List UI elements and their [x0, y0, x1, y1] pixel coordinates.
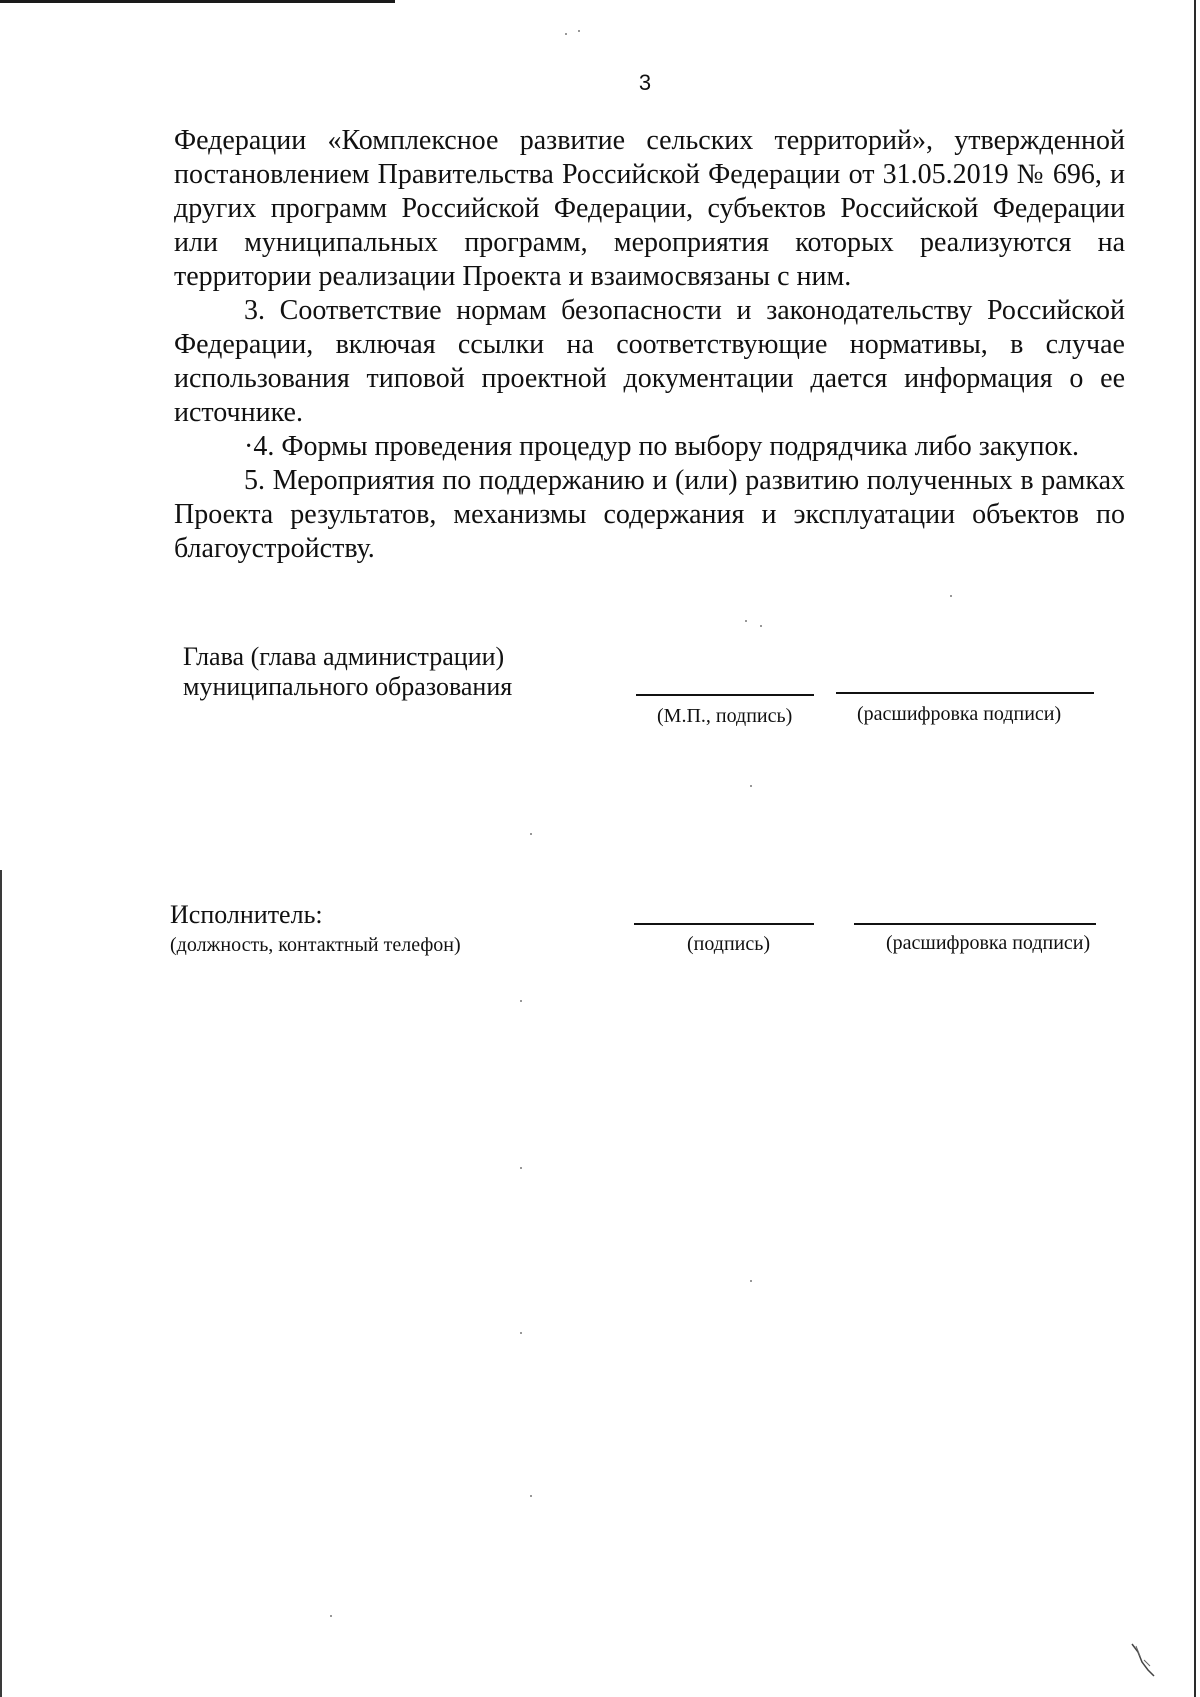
- executor-signature-caption: (подпись): [687, 933, 771, 955]
- page-number: 3: [638, 70, 652, 95]
- paragraph-item-5: 5. Мероприятия по поддержанию и (или) развитию полученных в рамках Проекта результатов, механизмы содержания и эксплуатации объектов по благоустройству.: [174, 465, 1125, 564]
- scan-speck: [750, 1280, 752, 1282]
- scan-speck: [760, 625, 762, 627]
- head-signature-caption: (М.П., подпись): [657, 705, 793, 727]
- scan-speck: [950, 595, 952, 597]
- head-decoding-caption: (расшифровка подписи): [857, 703, 1062, 725]
- executor-position-caption: (должность, контактный телефон): [170, 934, 461, 956]
- executor-decoding-caption: (расшифровка подписи): [886, 932, 1091, 954]
- scan-right-edge: [1194, 0, 1196, 1697]
- scan-speck: [520, 1167, 522, 1169]
- scan-speck: [530, 1495, 532, 1497]
- head-title-line-1: Глава (глава администрации): [183, 642, 505, 671]
- executor-signature-line: [634, 923, 814, 925]
- scan-top-line: [0, 0, 395, 3]
- scan-speck: [565, 33, 567, 35]
- paragraph-item-4: ·4. Формы проведения процедур по выбору подрядчика либо закупок.: [244, 431, 1080, 462]
- scan-speck: [520, 1000, 522, 1002]
- head-signatory-title: [183, 642, 512, 702]
- scan-speck: [520, 1332, 522, 1334]
- body-text: [174, 124, 1125, 566]
- paragraph-item-3: 3. Соответствие нормам безопасности и законодательству Российской Федерации, включая ссылки на соответствующие нормативы, в случае использования типовой проектной документации дается информация о ее источнике.: [174, 295, 1125, 428]
- head-signature-line: [636, 694, 814, 696]
- scan-speck: [745, 620, 747, 622]
- scan-speck: [750, 785, 752, 787]
- scan-speck: [578, 30, 580, 32]
- scan-artifact-icon: [1128, 1640, 1158, 1680]
- paragraph-continuation: Федерации «Комплексное развитие сельских территорий», утвержденной постановлением Правительства Российской Федерации от 31.05.2019 № 696, и других программ Российской Федерации, субъектов Российской Федерации или муниципальных программ, мероприятия которых реализуются на территории реализации Проекта и взаимосвязаны с ним.: [174, 125, 1125, 292]
- scan-left-edge: [0, 870, 2, 1697]
- head-title-line-2: муниципального образования: [183, 672, 513, 701]
- executor-decoding-line: [854, 923, 1096, 925]
- scan-speck: [530, 833, 532, 835]
- head-decoding-line: [836, 692, 1094, 694]
- scan-speck: [330, 1615, 332, 1617]
- executor-title: Исполнитель:: [170, 900, 323, 929]
